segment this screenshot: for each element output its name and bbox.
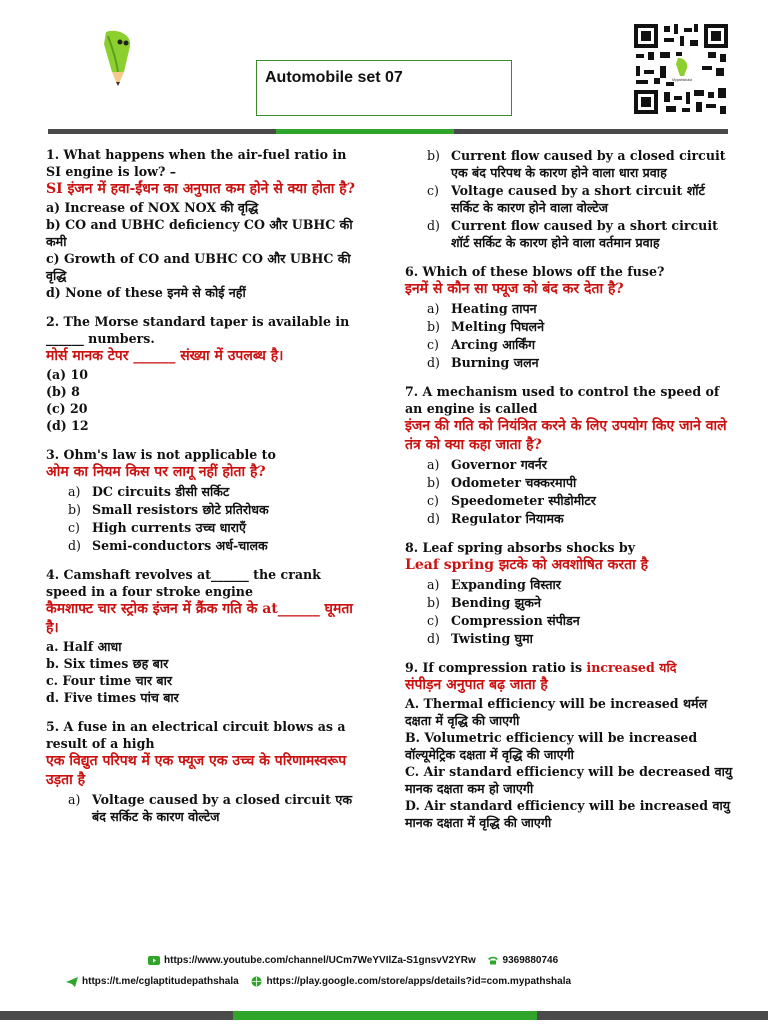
question-3 [46,446,364,554]
option: (b) 8 [46,384,80,399]
left-column [46,146,364,837]
youtube-link[interactable]: https://www.youtube.com/channel/UCm7WeYVIlZa-S1gnsvV2YRw [164,955,476,966]
playstore-link[interactable]: https://play.google.com/store/apps/details?id=com.mypathshala [266,976,572,988]
question-4 [46,566,364,706]
footer-bar [0,1011,768,1020]
option: c. Four time चार बार [46,673,172,688]
option: c) Growth of CO and UBHC CO और UBHC की वृद्धि [46,251,351,283]
option-text: Speedometer स्पीडोमीटर [451,493,596,508]
option [405,576,735,593]
option-letter: c) [427,337,439,352]
option [405,300,735,317]
option [405,630,735,647]
option-letter: b) [427,475,440,490]
option [46,519,364,536]
option-text: High currents उच्च धाराएँ [92,520,246,535]
option-text: Twisting घुमा [451,631,533,646]
option [46,791,364,825]
option-letter: b) [68,502,81,517]
question-9-hi: संपीड़न अनुपात बढ़ जाता है [405,677,548,693]
option-letter: b) [427,148,440,163]
option [405,147,735,181]
option-text: Governor गवर्नर [451,457,547,472]
qr-caption: Mypathshala [672,78,692,82]
option: (c) 20 [46,401,88,416]
option-text: Bending झुकने [451,595,541,610]
links-row [66,976,571,987]
option-text: Semi-conductors अर्ध-चालक [92,538,268,553]
question-6 [405,263,735,371]
option-letter: d) [427,355,440,370]
option [46,537,364,554]
option [405,182,735,216]
question-2-en: 2. The Morse standard taper is available in ______ numbers. [46,314,350,346]
option-letter: a) [68,792,81,807]
option [46,501,364,518]
option: d. Five times पांच बार [46,690,179,705]
question-7-en: 7. A mechanism used to control the speed of an engine is called [405,384,720,416]
question-8-hi: Leaf spring झटके को अवशोषित करता है [405,557,649,573]
option-letter: c) [427,493,439,508]
option-letter: d) [427,631,440,646]
question-7-hi: इंजन की गति को नियंत्रित करने के लिए उपयोग किए जाने वाले तंत्र को क्या कहा जाता है? [405,418,727,453]
option: (d) 12 [46,418,89,433]
option: b. Six times छह बार [46,656,169,671]
page-title: Automobile set 07 [265,69,403,86]
question-3-hi: ओम का नियम किस पर लागू नहीं होता है? [46,464,266,480]
question-4-hi: कैमशाफ्ट चार स्ट्रोक इंजन में क्रैंक गति के at______ घूमता है। [46,601,353,636]
option: B. Volumetric efficiency will be increased वॉल्यूमेट्रिक दक्षता में वृद्धि की जाएगी [405,730,698,762]
option-letter: c) [427,183,439,198]
youtube-row [148,955,558,966]
right-column [405,146,735,843]
pencil-leaf-logo-icon [98,28,138,90]
option [405,612,735,629]
question-3-en: 3. Ohm's law is not applicable to [46,447,276,462]
option [405,456,735,473]
option-letter: c) [427,613,439,628]
option [405,318,735,335]
question-5-en: 5. A fuse in an electrical circuit blows as a result of a high [46,719,346,751]
option-text: DC circuits डीसी सर्किट [92,484,230,499]
option-letter: c) [68,520,80,535]
option-text: Burning जलन [451,355,539,370]
title-box [256,60,512,116]
question-2-hi: मोर्स मानक टेपर ______ संख्या में उपलब्ध है। [46,348,284,364]
option: D. Air standard efficiency will be increased वायु मानक दक्षता में वृद्धि की जाएगी [405,798,731,830]
phone-icon [487,956,499,965]
option: A. Thermal efficiency will be increased थर्मल दक्षता में वृद्धि की जाएगी [405,696,708,728]
option-letter: b) [427,319,440,334]
youtube-icon [148,956,160,965]
option-letter: b) [427,595,440,610]
option: d) None of these इनमे से कोई नहीं [46,285,246,300]
question-9-hi-part: यदि [654,660,677,675]
question-1-hi: SI इंजन में हवा-ईंधन का अनुपात कम होने से क्या होता है? [46,181,355,197]
question-6-en: 6. Which of these blows off the fuse? [405,264,665,279]
option [405,354,735,371]
question-4-en: 4. Camshaft revolves at______ the crank speed in a four stroke engine [46,567,321,599]
question-9-en-part: 9. If compression ratio is [405,660,587,675]
option [46,483,364,500]
question-8-en: 8. Leaf spring absorbs shocks by [405,540,636,555]
option-text: Voltage caused by a short circuit शॉर्ट सर्किट के कारण होने वाला वोल्टेज [451,183,705,215]
question-9-highlight: increased [586,660,655,675]
option-letter: d) [427,511,440,526]
option-letter: d) [427,218,440,233]
question-5-hi: एक विद्युत परिपथ में एक फ्यूज एक उच्च के परिणामस्वरूप उड़ता है [46,753,347,788]
globe-icon [251,976,262,987]
option-text: Expanding विस्तार [451,577,561,592]
option-text: Compression संपीडन [451,613,580,628]
option: a. Half आधा [46,639,122,654]
option [405,594,735,611]
header-divider [48,129,728,134]
telegram-icon [66,977,78,987]
qr-code-icon [632,22,730,116]
phone-number: 9369880746 [502,955,559,966]
option: C. Air standard efficiency will be decreased वायु मानक दक्षता कम हो जाएगी [405,764,733,796]
option-letter: a) [68,484,81,499]
option-text: Small resistors छोटे प्रतिरोधक [92,502,269,517]
question-1 [46,146,364,301]
telegram-link[interactable]: https://t.me/cglaptitudepathshala [82,976,239,988]
option-text: Current flow caused by a short circuit शॉर्ट सर्किट के कारण होने वाला वर्तमान प्रवाह [451,218,718,250]
option [405,492,735,509]
question-5-continued [405,147,735,251]
option: a) Increase of NOX NOX की वृद्धि [46,200,259,215]
option-letter: a) [427,301,440,316]
question-9-en [405,659,735,676]
question-2 [46,313,364,434]
question-9 [405,659,735,831]
option: b) CO and UBHC deficiency CO और UBHC की कमी [46,217,353,249]
question-1-en: 1. What happens when the air-fuel ratio in SI engine is low? – [46,147,347,179]
option [405,510,735,527]
question-6-hi: इनमें से कौन सा फ्यूज को बंद कर देता है? [405,281,624,297]
option [405,217,735,251]
option-text: Regulator नियामक [451,511,564,526]
question-8 [405,539,735,647]
option-text: Voltage caused by a closed circuit एक बंद सर्किट के कारण वोल्टेज [92,792,352,824]
question-7 [405,383,735,527]
option-letter: d) [68,538,81,553]
option [405,474,735,491]
option-text: Current flow caused by a closed circuit एक बंद परिपथ के कारण होने वाला धारा प्रवाह [451,148,726,180]
option-text: Arcing आर्किंग [451,337,536,352]
option-letter: a) [427,577,440,592]
option-text: Odometer चक्करमापी [451,475,577,490]
option-text: Melting पिघलने [451,319,545,334]
option-letter: a) [427,457,440,472]
option-text: Heating तापन [451,301,537,316]
option: (a) 10 [46,367,88,382]
option [405,336,735,353]
question-5 [46,718,364,825]
